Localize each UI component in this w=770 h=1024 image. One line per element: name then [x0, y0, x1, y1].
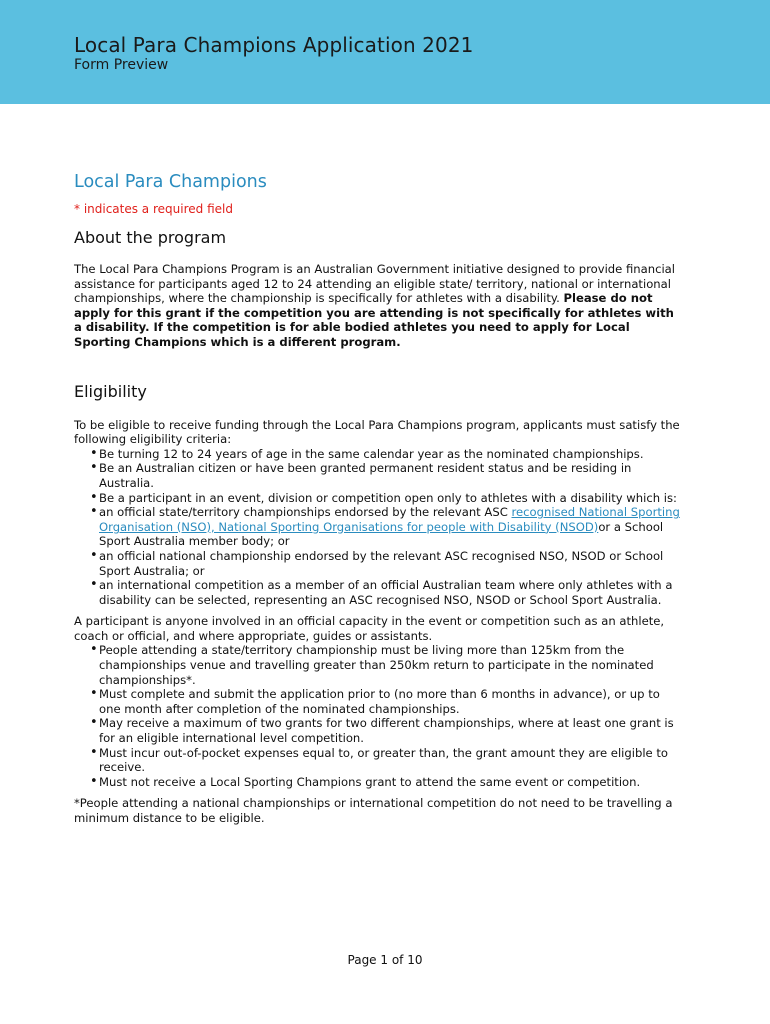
list-item: [99, 505, 684, 549]
list-item: • an official national championship endorsed by the relevant ASC recognised NSO, NSOD or School Sport Australia; or: [99, 549, 684, 578]
list-item: • Be a participant in an event, division or competition open only to athletes with a disability which is:: [99, 491, 684, 506]
required-field-note: * indicates a required field: [74, 202, 233, 216]
list-item: • Be turning 12 to 24 years of age in the same calendar year as the nominated championships.: [99, 447, 684, 462]
distance-footnote: *People attending a national championships or international competition do not need to be travelling a minimum distance to be eligible.: [74, 796, 673, 825]
list-item: • Must incur out-of-pocket expenses equal to, or greater than, the grant amount they are eligible to receive.: [99, 746, 684, 775]
about-heading: About the program: [74, 228, 227, 247]
participant-note: A participant is anyone involved in an official capacity in the event or competition such as an athlete, coach or official, and where appropriate, guides or assistants.: [74, 614, 665, 643]
list-item: • Must complete and submit the application prior to (no more than 6 months in advance), or up to one month after completion of the nominated championships.: [99, 687, 684, 716]
list-item: • Must not receive a Local Sporting Champions grant to attend the same event or competition.: [99, 775, 684, 790]
event-type-list: [74, 505, 684, 607]
requirements-list: [74, 643, 684, 789]
event-type-1-prefix: an official state/territory championships endorsed by the relevant ASC: [99, 505, 512, 520]
about-text-normal: The Local Para Champions Program is an Australian Government initiative designed to provide financial assistance for participants aged 12 to 24 attending an eligible state/ territory, national or international championships, where the championship is specifically for athletes with a disability.: [74, 262, 676, 306]
page-number: Page 1 of 10: [347, 953, 423, 967]
page-header: [0, 0, 770, 104]
event-type-1-suffix: or a School Sport Australia member body; or: [99, 519, 664, 549]
eligibility-criteria-list: [74, 447, 684, 505]
list-item: • an international competition as a member of an official Australian team where only athletes with a disability can be selected, representing an ASC recognised NSO, NSOD or School Sport Australia.: [99, 578, 684, 607]
page-title: Local Para Champions Application 2021: [74, 33, 474, 57]
page-subtitle: Form Preview: [74, 57, 169, 73]
list-item: • May receive a maximum of two grants for two different championships, where at least one grant is for an eligible international level competition.: [99, 716, 684, 745]
list-item: • Be an Australian citizen or have been granted permanent resident status and be residing in Australia.: [99, 461, 684, 490]
about-text-bold: Please do not apply for this grant if the competition you are attending is not specifically for athletes with a disability. If the competition is for able bodied athletes you need to apply for Local Sporting Champions which is a different program.: [74, 291, 674, 349]
about-text: [74, 262, 684, 350]
form-title: Local Para Champions: [74, 172, 267, 192]
eligibility-heading: Eligibility: [74, 381, 147, 401]
form-content: [74, 172, 684, 826]
eligibility-intro: To be eligible to receive funding through the Local Para Champions program, applicants must satisfy the following eligibility criteria:: [74, 417, 680, 447]
nso-nsod-link[interactable]: recognised National Sporting Organisation (NSO), National Sporting Organisations for people with Disability (NSOD): [99, 505, 680, 534]
list-item: • People attending a state/territory championship must be living more than 125km from the championships venue and travelling greater than 250km return to participate in the nominated championships*.: [99, 643, 684, 687]
